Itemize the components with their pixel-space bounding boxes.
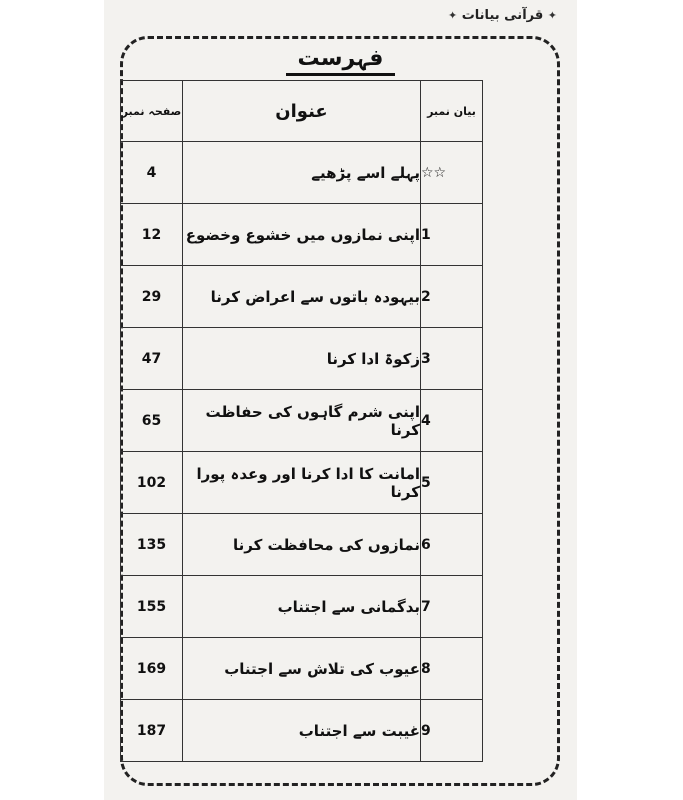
row-number: 4 xyxy=(421,390,483,452)
row-number: 2 xyxy=(421,266,483,328)
table-row xyxy=(121,328,483,390)
header-topic: عنوان xyxy=(183,81,421,142)
row-number: 5 xyxy=(421,452,483,514)
row-number: 1 xyxy=(421,204,483,266)
table-row xyxy=(121,390,483,452)
table-row xyxy=(121,266,483,328)
row-topic: عیوب کی تلاش سے اجتناب xyxy=(183,638,421,700)
row-number: 7 xyxy=(421,576,483,638)
row-number: ☆☆ xyxy=(421,142,483,204)
table-row xyxy=(121,700,483,762)
row-topic: بدگمانی سے اجتناب xyxy=(183,576,421,638)
row-topic: نمازوں کی محافظت کرنا xyxy=(183,514,421,576)
table-row xyxy=(121,638,483,700)
row-topic: پہلے اسے پڑھیے xyxy=(183,142,421,204)
row-page: 102 xyxy=(121,452,183,514)
row-topic: امانت کا ادا کرنا اور وعدہ پورا کرنا xyxy=(183,452,421,514)
table-row xyxy=(121,514,483,576)
table-row xyxy=(121,452,483,514)
page-title: فہرست xyxy=(286,46,396,76)
table-row xyxy=(121,142,483,204)
row-page: 12 xyxy=(121,204,183,266)
row-topic: اپنی نمازوں میں خشوع وخضوع xyxy=(183,204,421,266)
row-number: 3 xyxy=(421,328,483,390)
row-page: 65 xyxy=(121,390,183,452)
ornament-icon: ✦ xyxy=(447,9,458,22)
running-head-text: قرآنی بیانات xyxy=(461,8,544,23)
row-topic: غیبت سے اجتناب xyxy=(183,700,421,762)
row-topic: اپنی شرم گاہوں کی حفاظت کرنا xyxy=(183,390,421,452)
contents-table xyxy=(120,80,483,762)
row-page: 4 xyxy=(121,142,183,204)
header-bayan-number: بیان نمبر xyxy=(421,81,483,142)
row-page: 169 xyxy=(121,638,183,700)
row-page: 47 xyxy=(121,328,183,390)
row-page: 187 xyxy=(121,700,183,762)
row-page: 135 xyxy=(121,514,183,576)
row-topic: بیہودہ باتوں سے اعراض کرنا xyxy=(183,266,421,328)
table-row xyxy=(121,576,483,638)
row-number: 8 xyxy=(421,638,483,700)
table-header-row xyxy=(121,81,483,142)
running-head xyxy=(448,8,557,23)
header-page-number: صفحہ نمبر xyxy=(121,81,183,142)
book-page xyxy=(104,0,577,800)
title-wrap xyxy=(104,46,577,76)
row-topic: زکوۃ ادا کرنا xyxy=(183,328,421,390)
row-page: 155 xyxy=(121,576,183,638)
ornament-icon: ✦ xyxy=(547,9,557,22)
row-page: 29 xyxy=(121,266,183,328)
row-number: 6 xyxy=(421,514,483,576)
row-number: 9 xyxy=(421,700,483,762)
table-row xyxy=(121,204,483,266)
